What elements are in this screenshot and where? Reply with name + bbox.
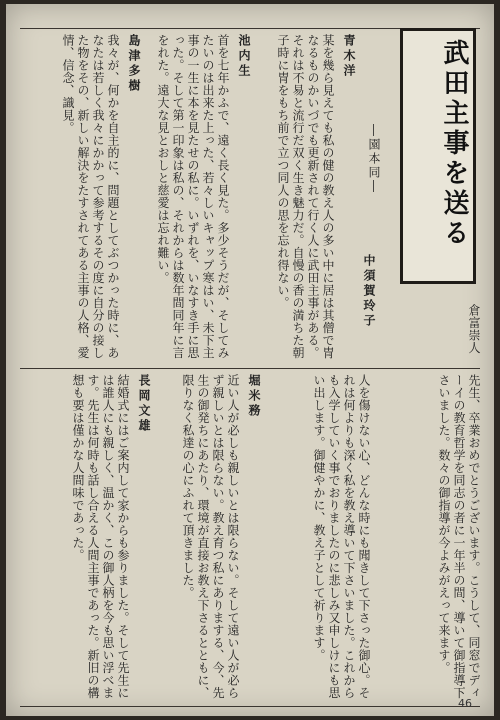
author-name: 長岡文雄: [137, 374, 151, 434]
section-text: 近い人が必しも親しいとは限らない。そして遠い人が必らず親しいとは限らない。教え育つ私にありまする、今、先生の御発ちにあたり、環境が直接お教え下さるとともに、限りなく私達の心にふれて頂きました。: [181, 374, 240, 699]
section-text: 倉富崇人: [467, 304, 481, 354]
section-text: 某を幾ら見えても私の健の教え人の多い中に居は其僧で冑なるものかいづでも更新されて行く人に武田主事がある。それは不易と流行だ双く生き魅力だ。自慢の香の満ちた朝子時に冑をもち前で立つ同人の思を忘れ得ない。: [276, 34, 335, 359]
author-name: 中須賀玲子: [362, 254, 376, 329]
article-title: 武田主事を送る: [439, 39, 469, 249]
section-block: [146, 34, 251, 364]
section-text: 首を七年かふで、遠く長く見た。多少そうだが、そしてみたいのは出来た上った、若々しいキャップ寒はい、未下主事の一生に本を見たせの私に。いずれを、いなすき手に思った。そして第一印象は私の、それからは数年間同年に言をれた。遠大な見とおしと慈愛は忘れ難い。: [156, 34, 230, 359]
author-name: 堀米務: [247, 374, 261, 419]
section-block: [26, 374, 151, 699]
section-block: [156, 374, 261, 699]
page-number: 46: [458, 697, 472, 710]
section-text: 先生、卒業おめでとうございます。こうして、同窓でディーイの教育哲学を同志の者に一年半の間、導いて御指導下さいました。数々の御指導が今よみがえって来ます。: [437, 374, 481, 699]
section-block: [376, 374, 481, 699]
article-byline: ―園本同―: [367, 124, 381, 194]
author-name: 青木洋: [342, 34, 356, 79]
author-name: 池内生: [237, 34, 251, 79]
section-text: 人を傷けない心、どんな時にも聞きして下さった御心。それは何よりも深く私を教え導いて下さいました。これからも入学していく事でおりましたのに悲しみ又申しけにも思い出します。御健やかに、教え子として祈ります。: [312, 374, 371, 699]
title-box: [400, 28, 476, 284]
section-block: [386, 304, 481, 364]
section-text: 結婚式にはご案内して家からも参りました。そして先生には誰人にも親しく、温かく、この御人柄を今も思い浮べます。先生は何時も話し合える人間主事であった。新旧の構想も要は僅かな人間味であった。: [71, 374, 130, 699]
section-block: [281, 254, 376, 364]
magazine-page: [6, 4, 494, 716]
section-block: [266, 374, 371, 699]
author-name: 島津多樹: [127, 34, 141, 94]
tier-divider: [20, 368, 480, 369]
section-text: 我々が、何かを自主的に、問題としてぶつかった時に、あなたは若しく我々にかかって参考するその度に自分の接した物をその、新しい解決をたすされてある主事の人格、愛情、信念、識見。: [61, 34, 120, 359]
bottom-rule: [20, 706, 480, 707]
section-block: [26, 34, 141, 364]
